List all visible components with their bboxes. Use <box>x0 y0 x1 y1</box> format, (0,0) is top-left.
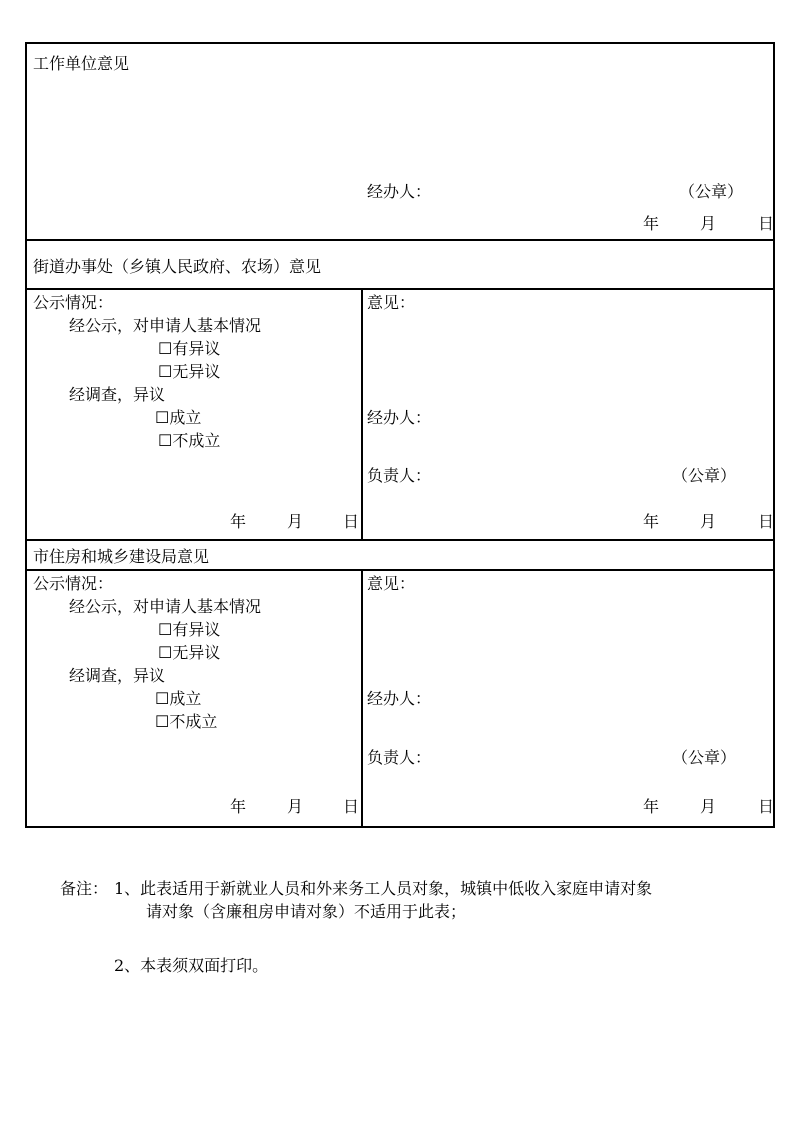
street-seal-label: （公章） <box>672 466 737 485</box>
street-section-title: 街道办事处（乡镇人民政府、农场）意见 <box>33 257 322 276</box>
housing-option-not-established[interactable]: ☐不成立 <box>155 712 218 731</box>
housing-after-publicity: 经公示，对申请人基本情况 <box>69 597 262 616</box>
street-after-publicity: 经公示，对申请人基本情况 <box>69 316 262 335</box>
unit-handler-label: 经办人： <box>367 182 432 201</box>
housing-handler-label: 经办人： <box>367 689 432 708</box>
housing-responsible-label: 负责人： <box>367 748 432 767</box>
street-option-no-objection[interactable]: ☐无异议 <box>158 362 221 381</box>
notes-item1-line2: 请对象（含廉租房申请对象）不适用于此表； <box>146 902 467 921</box>
divider-line <box>27 288 773 290</box>
housing-section-title: 市住房和城乡建设局意见 <box>33 547 210 566</box>
notes-item1-line1: 1、此表适用于新就业人员和外来务工人员对象，城镇中低收入家庭申请对象 <box>114 879 653 898</box>
unit-date-year: 年 <box>643 214 660 233</box>
housing-left-date-year: 年 <box>230 797 247 816</box>
street-left-date-year: 年 <box>230 512 247 531</box>
notes-item2: 2、本表须双面打印。 <box>114 956 269 975</box>
divider-line <box>27 569 773 571</box>
housing-option-established[interactable]: ☐成立 <box>155 689 202 708</box>
street-right-date-day: 日 <box>758 512 775 531</box>
divider-line <box>27 539 773 541</box>
unit-seal-label: （公章） <box>679 182 744 201</box>
street-right-date-year: 年 <box>643 512 660 531</box>
column-divider <box>361 288 363 539</box>
street-handler-label: 经办人： <box>367 408 432 427</box>
housing-option-no-objection[interactable]: ☐无异议 <box>158 643 221 662</box>
unit-date-month: 月 <box>700 214 717 233</box>
street-opinion-label: 意见： <box>367 293 416 312</box>
housing-option-objection[interactable]: ☐有异议 <box>158 620 221 639</box>
street-after-investigation: 经调查，异议 <box>69 385 166 404</box>
housing-right-date-year: 年 <box>643 797 660 816</box>
unit-date-day: 日 <box>758 214 775 233</box>
housing-right-date-day: 日 <box>758 797 775 816</box>
housing-left-date-day: 日 <box>343 797 360 816</box>
housing-left-date-month: 月 <box>287 797 304 816</box>
street-right-date-month: 月 <box>700 512 717 531</box>
street-left-date-month: 月 <box>287 512 304 531</box>
housing-publicity-label: 公示情况： <box>33 574 114 593</box>
housing-opinion-label: 意见： <box>367 574 416 593</box>
notes-prefix: 备注： <box>60 879 109 898</box>
housing-right-date-month: 月 <box>700 797 717 816</box>
street-publicity-label: 公示情况： <box>33 293 114 312</box>
street-left-date-day: 日 <box>343 512 360 531</box>
housing-after-investigation: 经调查，异议 <box>69 666 166 685</box>
housing-seal-label: （公章） <box>672 748 737 767</box>
street-option-established[interactable]: ☐成立 <box>155 408 202 427</box>
street-responsible-label: 负责人： <box>367 466 432 485</box>
street-option-not-established[interactable]: ☐不成立 <box>158 431 221 450</box>
unit-section-title: 工作单位意见 <box>33 54 130 73</box>
approval-form <box>25 42 775 828</box>
column-divider <box>361 569 363 828</box>
street-option-objection[interactable]: ☐有异议 <box>158 339 221 358</box>
divider-line <box>27 239 773 241</box>
